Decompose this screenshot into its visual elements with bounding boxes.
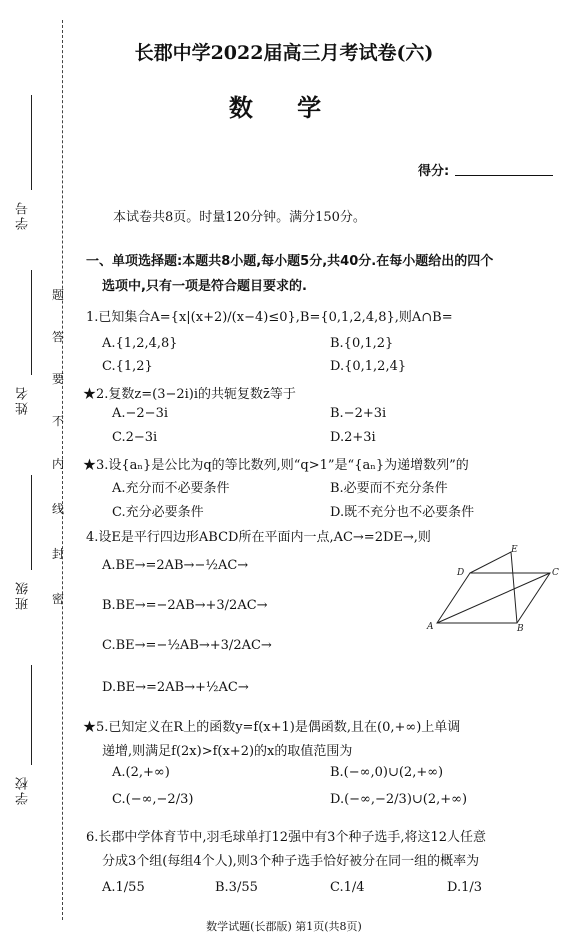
field-name-label: 姓名 [16,385,31,415]
seal-char: 线 [52,502,65,516]
parallelogram-figure [425,545,565,635]
seal-char: 题 [52,288,65,302]
question-2-option-d[interactable]: D.2+3i [330,430,376,445]
question-6-stem-cont: 分成3个组(每组4个人),则3个种子选手恰好被分在同一组的概率为 [102,854,480,869]
question-4-option-b[interactable]: B.BE→=−2AB→+3/2AC→ [102,598,268,613]
question-3-option-a[interactable]: A.充分而不必要条件 [112,481,230,496]
question-5-stem-cont: 递增,则满足f(2x)>f(x+2)的x的取值范围为 [102,744,353,759]
question-3-option-c[interactable]: C.充分必要条件 [112,505,204,520]
question-3-option-b[interactable]: B.必要而不充分条件 [330,481,448,496]
seal-char: 密 [52,592,65,606]
seal-char: 不 [52,414,65,428]
subject-title: 数 学 [228,93,340,122]
question-2-option-a[interactable]: A.−2−3i [112,406,169,421]
question-5-stem: ★5.已知定义在R上的函数y=f(x+1)是偶函数,且在(0,+∞)上单调 [83,720,461,735]
section-heading-cont: 选项中,只有一项是符合题目要求的. [102,279,307,294]
seal-char: 内 [52,457,65,471]
question-5-option-d[interactable]: D.(−∞,−2/3)∪(2,+∞) [330,792,468,807]
label-b: B [517,624,524,634]
question-1-option-c[interactable]: C.{1,2} [102,359,153,374]
field-school-line [31,665,32,765]
question-1-stem: 1.已知集合A={x|(x+2)/(x−4)≤0},B={0,1,2,4,8},则A∩B= [86,310,453,325]
question-2-stem: ★2.复数z=(3−2i)i的共轭复数z̄等于 [83,387,296,402]
field-school-label: 学校 [16,775,31,805]
score-label: 得分: [418,164,450,179]
question-5-option-c[interactable]: C.(−∞,−2/3) [112,792,194,807]
question-1-option-b[interactable]: B.{0,1,2} [330,336,394,351]
question-2-option-b[interactable]: B.−2+3i [330,406,387,421]
field-class-line [31,475,32,570]
field-class-label: 班级 [16,580,31,610]
field-student-number-label: 学号 [16,200,31,230]
label-e: E [511,545,518,555]
seal-char: 封 [52,547,65,561]
question-4-option-a[interactable]: A.BE→=2AB→−½AC→ [102,558,249,573]
question-6-option-a[interactable]: A.1/55 [102,880,145,895]
section-heading: 一、单项选择题:本题共8小题,每小题5分,共40分.在每小题给出的四个 [86,254,494,269]
label-a: A [427,622,434,632]
question-4-option-d[interactable]: D.BE→=2AB→+½AC→ [102,680,249,695]
label-d: D [457,568,465,578]
question-5-option-b[interactable]: B.(−∞,0)∪(2,+∞) [330,765,444,780]
exam-intro: 本试卷共8页。时量120分钟。满分150分。 [113,210,366,225]
seal-char: 要 [52,372,65,386]
question-1-option-a[interactable]: A.{1,2,4,8} [102,336,178,351]
label-c: C [552,568,559,578]
page-footer: 数学试题(长郡版) 第1页(共8页) [206,920,362,933]
score-blank[interactable] [455,175,553,176]
seal-char: 答 [52,330,65,344]
question-2-option-c[interactable]: C.2−3i [112,430,158,445]
question-3-option-d[interactable]: D.既不充分也不必要条件 [330,505,475,520]
question-5-option-a[interactable]: A.(2,+∞) [112,765,170,780]
exam-title: 长郡中学2022届高三月考试卷(六) [134,42,434,64]
question-4-stem: 4.设E是平行四边形ABCD所在平面内一点,AC→=2DE→,则 [86,530,431,545]
segment-de [470,552,511,573]
question-6-option-b[interactable]: B.3/55 [215,880,258,895]
question-1-option-d[interactable]: D.{0,1,2,4} [330,359,407,374]
question-3-stem: ★3.设{aₙ}是公比为q的等比数列,则“q>1”是“{aₙ}为递增数列”的 [83,458,469,473]
question-4-option-c[interactable]: C.BE→=−½AB→+3/2AC→ [102,638,272,653]
field-name-line [31,270,32,375]
question-6-stem: 6.长郡中学体育节中,羽毛球单打12强中有3个种子选手,将这12人任意 [86,830,487,845]
question-6-option-c[interactable]: C.1/4 [330,880,365,895]
question-6-option-d[interactable]: D.1/3 [447,880,483,895]
